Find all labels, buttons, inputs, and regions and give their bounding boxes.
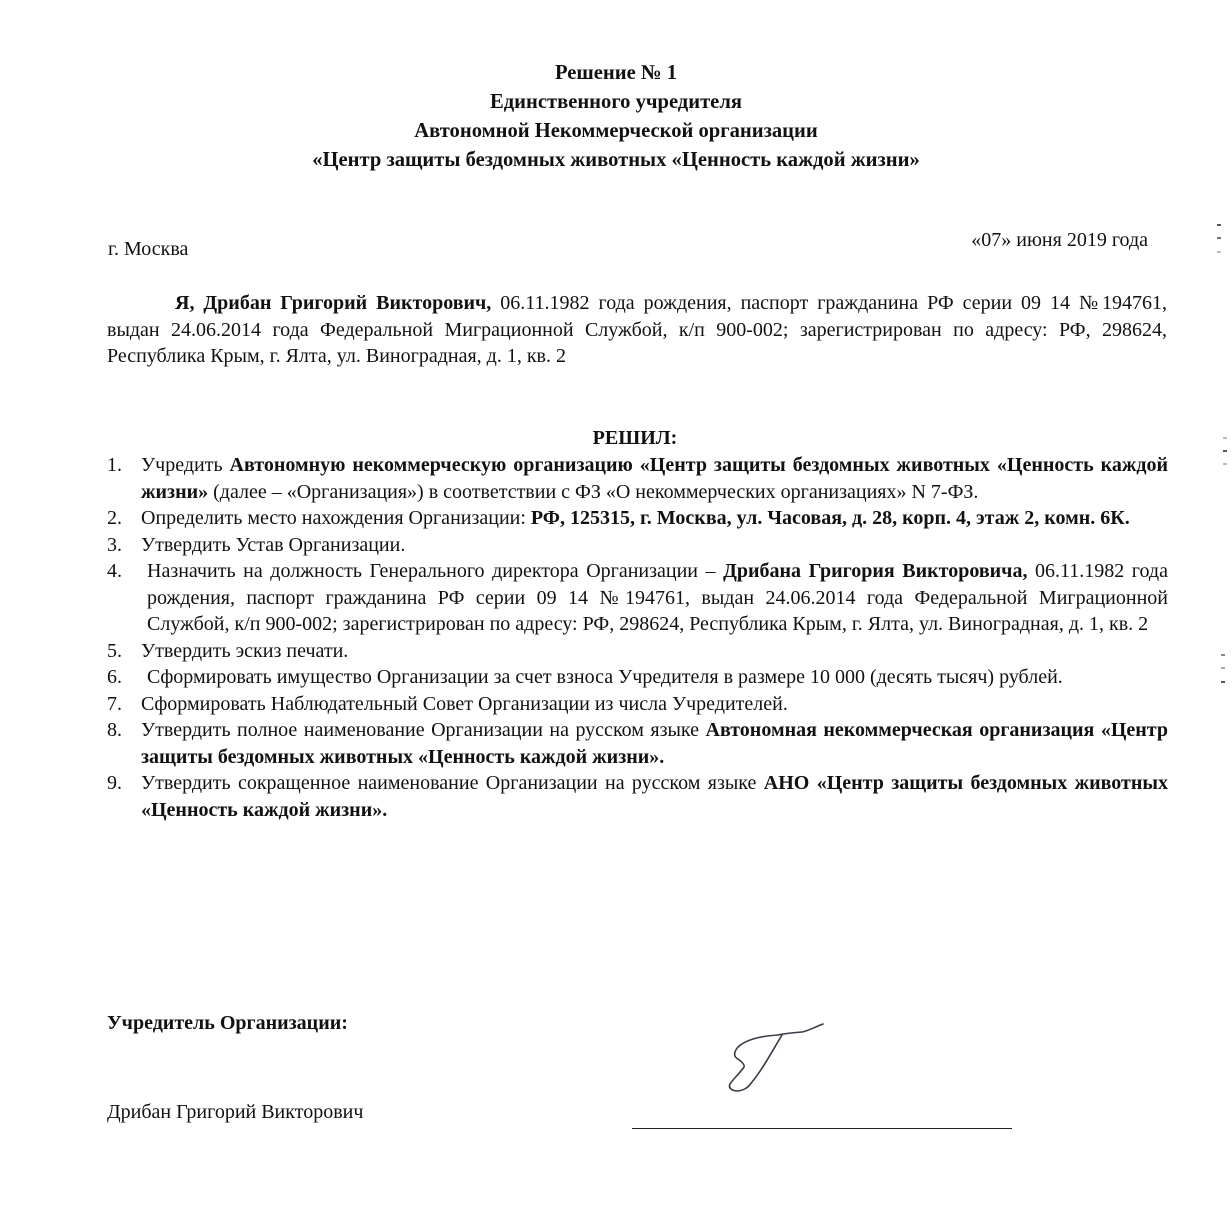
decision-item [103, 770, 1168, 823]
decision-text-bold: Автономная некоммерческая организация «Центр защиты бездомных животных «Ценность каждой жизни». [141, 719, 1168, 768]
decision-text-regular: 06.11.1982 года рождения, паспорт гражданина РФ серии 09 14 №194761, выдан 24.06.2014 года Федеральной Миграционной Службой, к/п 900-002; зарегистрирован по адресу: РФ, 298624, Республика Крым, г. Ялта, ул. Виноградная, д. 1, кв. 2 [147, 560, 1168, 635]
decision-text [141, 691, 1168, 718]
decision-item [103, 532, 1168, 559]
decision-text-regular: (далее – «Организация») в соответствии с ФЗ «О некоммерческих организациях» N 7-ФЗ. [208, 480, 979, 503]
decision-item [103, 717, 1168, 770]
decision-text [141, 664, 1168, 691]
decision-text-regular: Утвердить полное наименование Организации на русском языке [141, 719, 706, 741]
decision-text-regular: Определить место нахождения Организации: [141, 507, 531, 529]
decision-text [141, 770, 1168, 823]
header-subtitle-org-name: «Центр защиты бездомных животных «Ценность каждой жизни» [312, 147, 920, 171]
decision-text-regular: Утвердить Устав Организации. [141, 533, 406, 556]
decision-text [141, 505, 1168, 532]
signature-stroke [729, 1024, 823, 1091]
signatory-name: Дрибан Григорий Викторович [107, 1101, 364, 1123]
header-subtitle-founder: Единственного учредителя [489, 89, 743, 113]
decision-item [103, 638, 1168, 665]
decision-item [103, 452, 1168, 505]
decision-number: 2. [107, 507, 122, 529]
scan-edge-mark [1217, 251, 1221, 253]
document-title: Решение № 1 [554, 60, 678, 84]
decision-text-regular: Учредить [141, 454, 230, 476]
decision-text [141, 558, 1168, 638]
scan-edge-mark [1223, 463, 1227, 465]
decision-number: 1. [107, 454, 122, 476]
decision-number: 4. [107, 560, 122, 582]
scan-edge-mark [1217, 237, 1221, 239]
header-subtitle-org-type: Автономной Некоммерческой организации [414, 118, 818, 142]
decision-text-bold: АНО «Центр защиты бездомных животных «Ценность каждой жизни». [141, 772, 1169, 821]
resolved-heading: РЕШИЛ: [592, 427, 678, 449]
intro-details: 06.11.1982 года рождения, паспорт гражданина РФ серии 09 14 №194761, выдан 24.06.2014 года Федеральной Миграционной Службой, к/п 900-002; зарегистрирован по адресу: РФ, 298624, Республика Крым, г. Ялта, ул. Виноградная, д. 1, кв. 2 [107, 292, 1167, 367]
decision-text-bold: Автономную некоммерческую организацию «Центр защиты бездомных животных «Ценность каждой жизни» [141, 454, 1168, 503]
intro-paragraph [107, 290, 1167, 370]
decision-text-bold: Дрибана Григория Викторовича, [723, 560, 1028, 582]
scan-edge-mark [1217, 224, 1221, 226]
decision-text-regular: Утвердить сокращенное наименование Организации на русском языке [141, 772, 764, 794]
decision-text [141, 638, 1168, 665]
document-place: г. Москва [108, 238, 189, 260]
document-header [12, 58, 1219, 174]
decisions-list [103, 452, 1168, 823]
decision-text [141, 717, 1168, 770]
decision-text [141, 532, 1168, 559]
decision-item [103, 664, 1168, 691]
decision-text-regular: Утвердить эскиз печати. [141, 639, 349, 662]
decision-number: 3. [107, 533, 122, 556]
intro-founder-name: Я, Дрибан Григорий Викторович, [175, 292, 492, 314]
handwritten-signature [690, 1015, 840, 1095]
document-date: «07» июня 2019 года [971, 229, 1148, 251]
scan-edge-mark [1223, 437, 1227, 439]
scan-edge-mark [1221, 681, 1225, 683]
decision-item [103, 558, 1168, 638]
decision-text-regular: Сформировать имущество Организации за счет взноса Учредителя в размере 10 000 (десять тысяч) рублей. [147, 666, 1063, 688]
decision-number: 5. [107, 639, 122, 662]
decision-number: 7. [107, 692, 122, 715]
decision-item [103, 505, 1168, 532]
decision-text-regular: Сформировать Наблюдательный Совет Организации из числа Учредителей. [141, 692, 788, 715]
decision-item [103, 691, 1168, 718]
decision-text [141, 452, 1168, 505]
decision-number: 8. [107, 719, 122, 741]
scan-edge-mark [1221, 667, 1225, 669]
decision-text-bold: РФ, 125315, г. Москва, ул. Часовая, д. 28, корп. 4, этаж 2, комн. 6К. [530, 507, 1130, 529]
scan-edge-mark [1223, 450, 1227, 452]
signature-label: Учредитель Организации: [107, 1012, 348, 1034]
scan-edge-mark [1221, 654, 1225, 656]
decision-text-regular: Назначить на должность Генерального директора Организации – [147, 560, 724, 582]
signature-line [632, 1128, 1012, 1129]
decision-number: 9. [107, 772, 122, 794]
decision-number: 6. [107, 666, 122, 688]
